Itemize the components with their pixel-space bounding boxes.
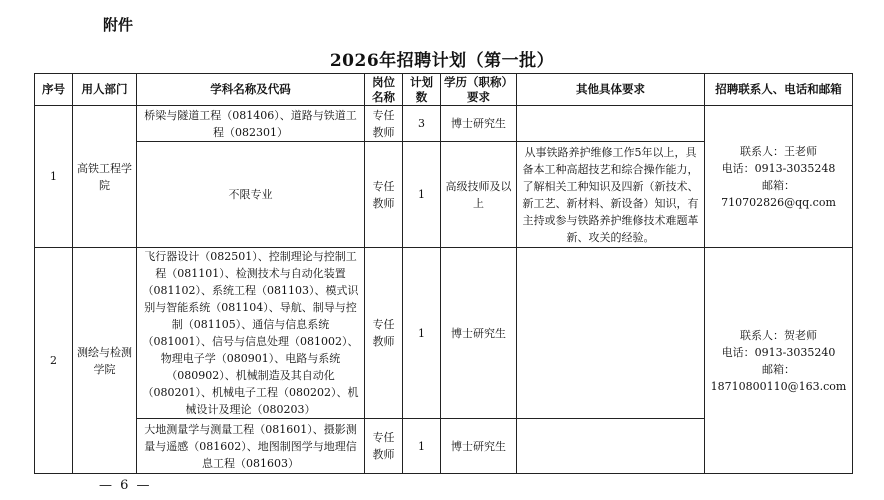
other-cell: 从事铁路养护维修工作5年以上，具备本工种高超技艺和综合操作能力，了解相关工种知识及四新（新技术、新工艺、新材料、新设备）知识，有主持或参与铁路养护维修技术难题革新、攻关的经验。 <box>517 142 705 248</box>
count-cell: 1 <box>403 248 441 419</box>
header-position: 岗位名称 <box>365 74 403 106</box>
position-cell: 专任教师 <box>365 248 403 419</box>
count-cell: 1 <box>403 419 441 474</box>
other-cell <box>517 106 705 142</box>
education-cell: 博士研究生 <box>441 419 517 474</box>
header-contact: 招聘联系人、电话和邮箱 <box>705 74 853 106</box>
header-other: 其他具体要求 <box>517 74 705 106</box>
count-cell: 1 <box>403 142 441 248</box>
header-subject: 学科名称及代码 <box>137 74 365 106</box>
header-count: 计划数 <box>403 74 441 106</box>
header-seq: 序号 <box>35 74 73 106</box>
header-education: 学历（职称）要求 <box>441 74 517 106</box>
group-dept: 高铁工程学院 <box>73 106 137 248</box>
contact-phone: 电话：0913-3035240 <box>721 345 836 359</box>
recruitment-table <box>34 73 853 474</box>
table-header-row <box>35 74 853 106</box>
education-cell: 博士研究生 <box>441 248 517 419</box>
position-cell: 专任教师 <box>365 142 403 248</box>
education-cell: 高级技师及以上 <box>441 142 517 248</box>
group-dept: 测绘与检测学院 <box>73 248 137 474</box>
contact-cell <box>705 106 853 248</box>
education-cell: 博士研究生 <box>441 106 517 142</box>
subject-cell: 飞行器设计（082501）、控制理论与控制工程（081101）、检测技术与自动化装置（081102）、系统工程（081103）、模式识别与智能系统（081104）、导航、制导与控制（081105）、通信与信息系统（081001）、信号与信息处理（081002）、物理电子学（080901）、电路与系统（080902）、机械制造及其自动化（080201）、机械电子工程（080202）、机械设计及理论（080203） <box>137 248 365 419</box>
contact-email: 邮箱：18710800110@163.com <box>710 362 847 393</box>
group-seq: 2 <box>35 248 73 474</box>
header-dept: 用人部门 <box>73 74 137 106</box>
group-seq: 1 <box>35 106 73 248</box>
subject-cell: 桥梁与隧道工程（081406）、道路与铁道工程（082301） <box>137 106 365 142</box>
contact-person: 联系人：贺老师 <box>740 328 817 342</box>
contact-phone: 电话：0913-3035248 <box>721 161 836 175</box>
document-title: 2026年招聘计划（第一批） <box>329 51 555 71</box>
contact-email: 邮箱：710702826@qq.com <box>721 178 836 209</box>
attachment-label: 附件 <box>103 16 134 34</box>
subject-cell: 大地测量学与测量工程（081601）、摄影测量与遥感（081602）、地图制图学与地理信息工程（081603） <box>137 419 365 474</box>
contact-cell <box>705 248 853 474</box>
count-cell: 3 <box>403 106 441 142</box>
position-cell: 专任教师 <box>365 106 403 142</box>
other-cell <box>517 248 705 419</box>
table-row <box>35 106 853 142</box>
contact-person: 联系人：王老师 <box>740 144 817 158</box>
subject-cell: 不限专业 <box>137 142 365 248</box>
other-cell <box>517 419 705 474</box>
table-row <box>35 248 853 419</box>
position-cell: 专任教师 <box>365 419 403 474</box>
page-number: — 6 — <box>99 478 152 493</box>
